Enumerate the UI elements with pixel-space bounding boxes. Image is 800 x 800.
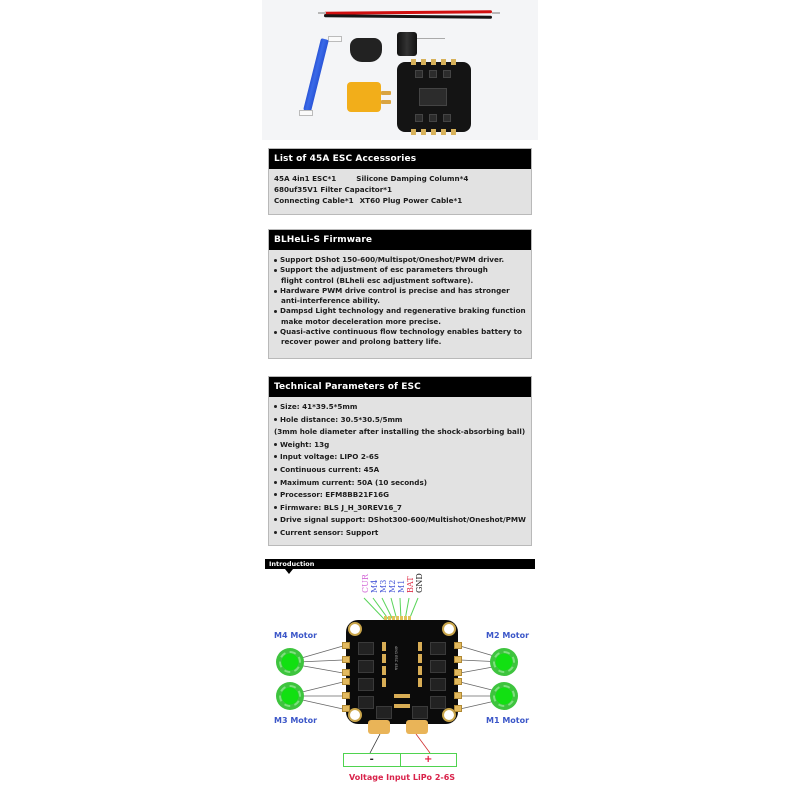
firmware-item: Support DShot 150-600/Multispot/Oneshot/PWM driver. — [274, 255, 526, 265]
pin-label-bat: BAT — [406, 576, 415, 593]
power-pad-negative — [368, 720, 390, 734]
spec-processor: Processor: EFM8BB21F16G — [274, 489, 526, 502]
spec-size: Size: 41*39.5*5mm — [274, 401, 526, 414]
firmware-item: Quasi-active continuous flow technology enables battery to recover power and prolong battery life. — [274, 327, 526, 348]
pin-label-cur: CUR — [361, 574, 370, 593]
pin-label-m1: M1 — [397, 579, 406, 593]
firmware-title: BLHeLi-S Firmware — [269, 230, 531, 250]
xt60-pin — [381, 91, 391, 95]
accessories-panel — [268, 148, 532, 215]
accessory-item: 45A 4in1 ESC*1 — [274, 174, 337, 183]
spec-continuous-current: Continuous current: 45A — [274, 464, 526, 477]
spec-input-voltage: Input voltage: LIPO 2-6S — [274, 451, 526, 464]
pin-label-m4: M4 — [370, 579, 379, 593]
negative-terminal: - — [344, 754, 401, 766]
spec-firmware: Firmware: BLS J_H_30REV16_7 — [274, 502, 526, 515]
motor-label-m3: M3 Motor — [274, 716, 318, 725]
filter-capacitor — [397, 32, 417, 56]
capacitor-leg — [417, 38, 445, 39]
esc-board-photo — [397, 62, 471, 132]
technical-panel — [268, 376, 532, 546]
firmware-item: Dampsd Light technology and regenerative braking function make motor deceleration more precise. — [274, 306, 526, 327]
product-photo — [262, 0, 538, 140]
xt60-plug — [347, 82, 381, 112]
mount-hole — [442, 622, 456, 636]
wire-tip — [492, 12, 500, 14]
accessory-row — [274, 195, 526, 206]
connecting-cable — [303, 38, 329, 112]
power-pad-positive — [406, 720, 428, 734]
firmware-panel — [268, 229, 532, 359]
spec-max-current: Maximum current: 50A (10 seconds) — [274, 477, 526, 490]
jst-connector-bottom — [299, 110, 313, 116]
esc-board — [346, 620, 458, 724]
motor-label-m1: M1 Motor — [486, 716, 530, 725]
accessories-title: List of 45A ESC Accessories — [269, 149, 531, 169]
positive-terminal: + — [424, 754, 433, 765]
firmware-item: Support the adjustment of esc parameters through flight control (BLheli esc adjustment software). — [274, 265, 526, 286]
accessory-item: 680uf35V1 Filter Capacitor*1 — [274, 185, 393, 194]
xt60-pin — [381, 100, 391, 104]
pin-label-m2: M2 — [388, 579, 397, 593]
jst-connector-top — [328, 36, 342, 42]
wiring-diagram — [260, 570, 540, 800]
spec-drive-signal: Drive signal support: DShot300-600/Multishot/Oneshot/PMW — [274, 514, 526, 527]
voltage-input-box — [343, 753, 457, 767]
motor-label-m2: M2 Motor — [486, 631, 530, 640]
motor-m2-icon — [490, 648, 518, 676]
accessory-row — [274, 184, 526, 195]
spec-hole-note: (3mm hole diameter after installing the shock-absorbing ball) — [274, 427, 526, 437]
xt60-cover — [350, 38, 382, 62]
spec-current-sensor: Current sensor: Support — [274, 527, 526, 540]
pin-label-m3: M3 — [379, 579, 388, 593]
technical-title: Technical Parameters of ESC — [269, 377, 531, 397]
motor-m1-icon — [490, 682, 518, 710]
wire-tip — [318, 12, 326, 14]
motor-m4-icon — [276, 648, 304, 676]
spec-weight: Weight: 13g — [274, 439, 526, 452]
firmware-item: Hardware PWM drive control is precise and has stronger anti-interference ability. — [274, 286, 526, 307]
accessory-item: Connecting Cable*1 — [274, 196, 354, 205]
accessory-item: Silicone Damping Column*4 — [356, 174, 469, 183]
accessory-item: XT60 Plug Power Cable*1 — [359, 196, 463, 205]
voltage-caption: Voltage Input LiPo 2-6S — [349, 773, 456, 782]
mount-hole — [348, 708, 362, 722]
mount-hole — [348, 622, 362, 636]
spec-hole-distance: Hole distance: 30.5*30.5/5mm — [274, 414, 526, 427]
pin-label-gnd: GND — [415, 573, 424, 593]
black-power-wire — [324, 14, 492, 18]
introduction-title: Introduction — [265, 559, 535, 569]
motor-m3-icon — [276, 682, 304, 710]
accessory-row — [274, 173, 526, 184]
motor-label-m4: M4 Motor — [274, 631, 318, 640]
board-label: 4IN1 ESC 45A — [394, 646, 398, 671]
